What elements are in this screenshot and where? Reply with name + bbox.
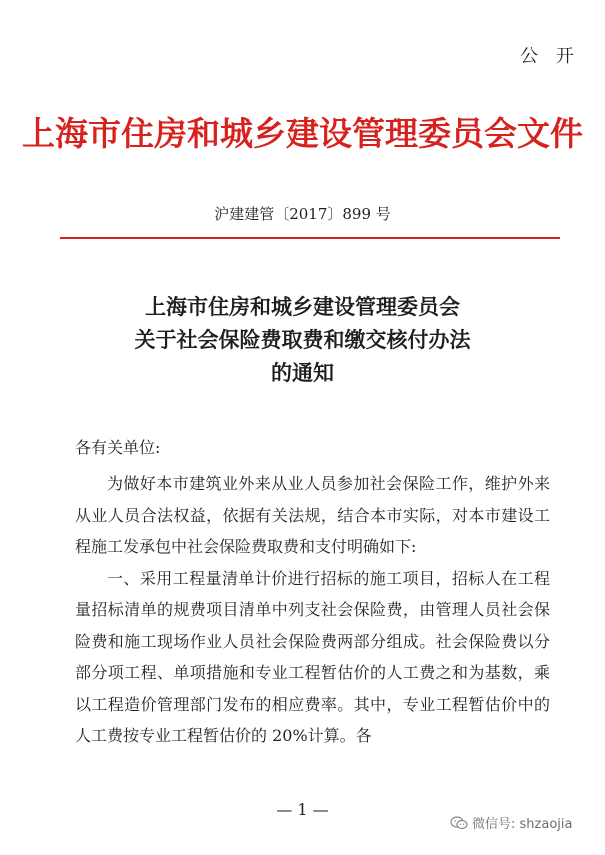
page-number: — 1 — (276, 800, 329, 819)
document-number: 沪建建管〔2017〕899 号 (214, 205, 391, 223)
issuer-header: 上海市住房和城乡建设管理委员会文件 (22, 114, 583, 153)
watermark-text: 微信号: shzaojia (472, 817, 573, 832)
wechat-watermark (450, 813, 572, 832)
wechat-icon (450, 816, 468, 830)
public-mark: 公 开 (520, 46, 580, 67)
red-separator-line (60, 237, 560, 239)
notice-title-line-1: 上海市住房和城乡建设管理委员会 (145, 294, 460, 319)
body-text (75, 468, 550, 752)
body-paragraph-intro: 为做好本市建筑业外来从业人员参加社会保险工作，维护外来从业人员合法权益，依据有关法规，结合本市实际，对本市建设工程施工发承包中社会保险费取费和支付明确如下: (75, 474, 550, 556)
notice-title (0, 290, 605, 389)
notice-title-line-2: 关于社会保险费取费和缴交核付办法 (134, 327, 471, 352)
salutation: 各有关单位: (75, 438, 161, 457)
body-paragraph-item-1: 一、采用工程量清单计价进行招标的施工项目，招标人在工程量招标清单的规费项目清单中列支社会保险费，由管理人员社会保险费和施工现场作业人员社会保险费两部分组成。社会保险费以分部分项工程、单项措施和专业工程暂估价的人工费之和为基数，乘以工程造价管理部门发布的相应费率。其中，专业工程暂估价中的人工费按专业工程暂估价的 20%计算。各 (75, 568, 550, 745)
notice-title-line-3: 的通知 (271, 360, 334, 385)
